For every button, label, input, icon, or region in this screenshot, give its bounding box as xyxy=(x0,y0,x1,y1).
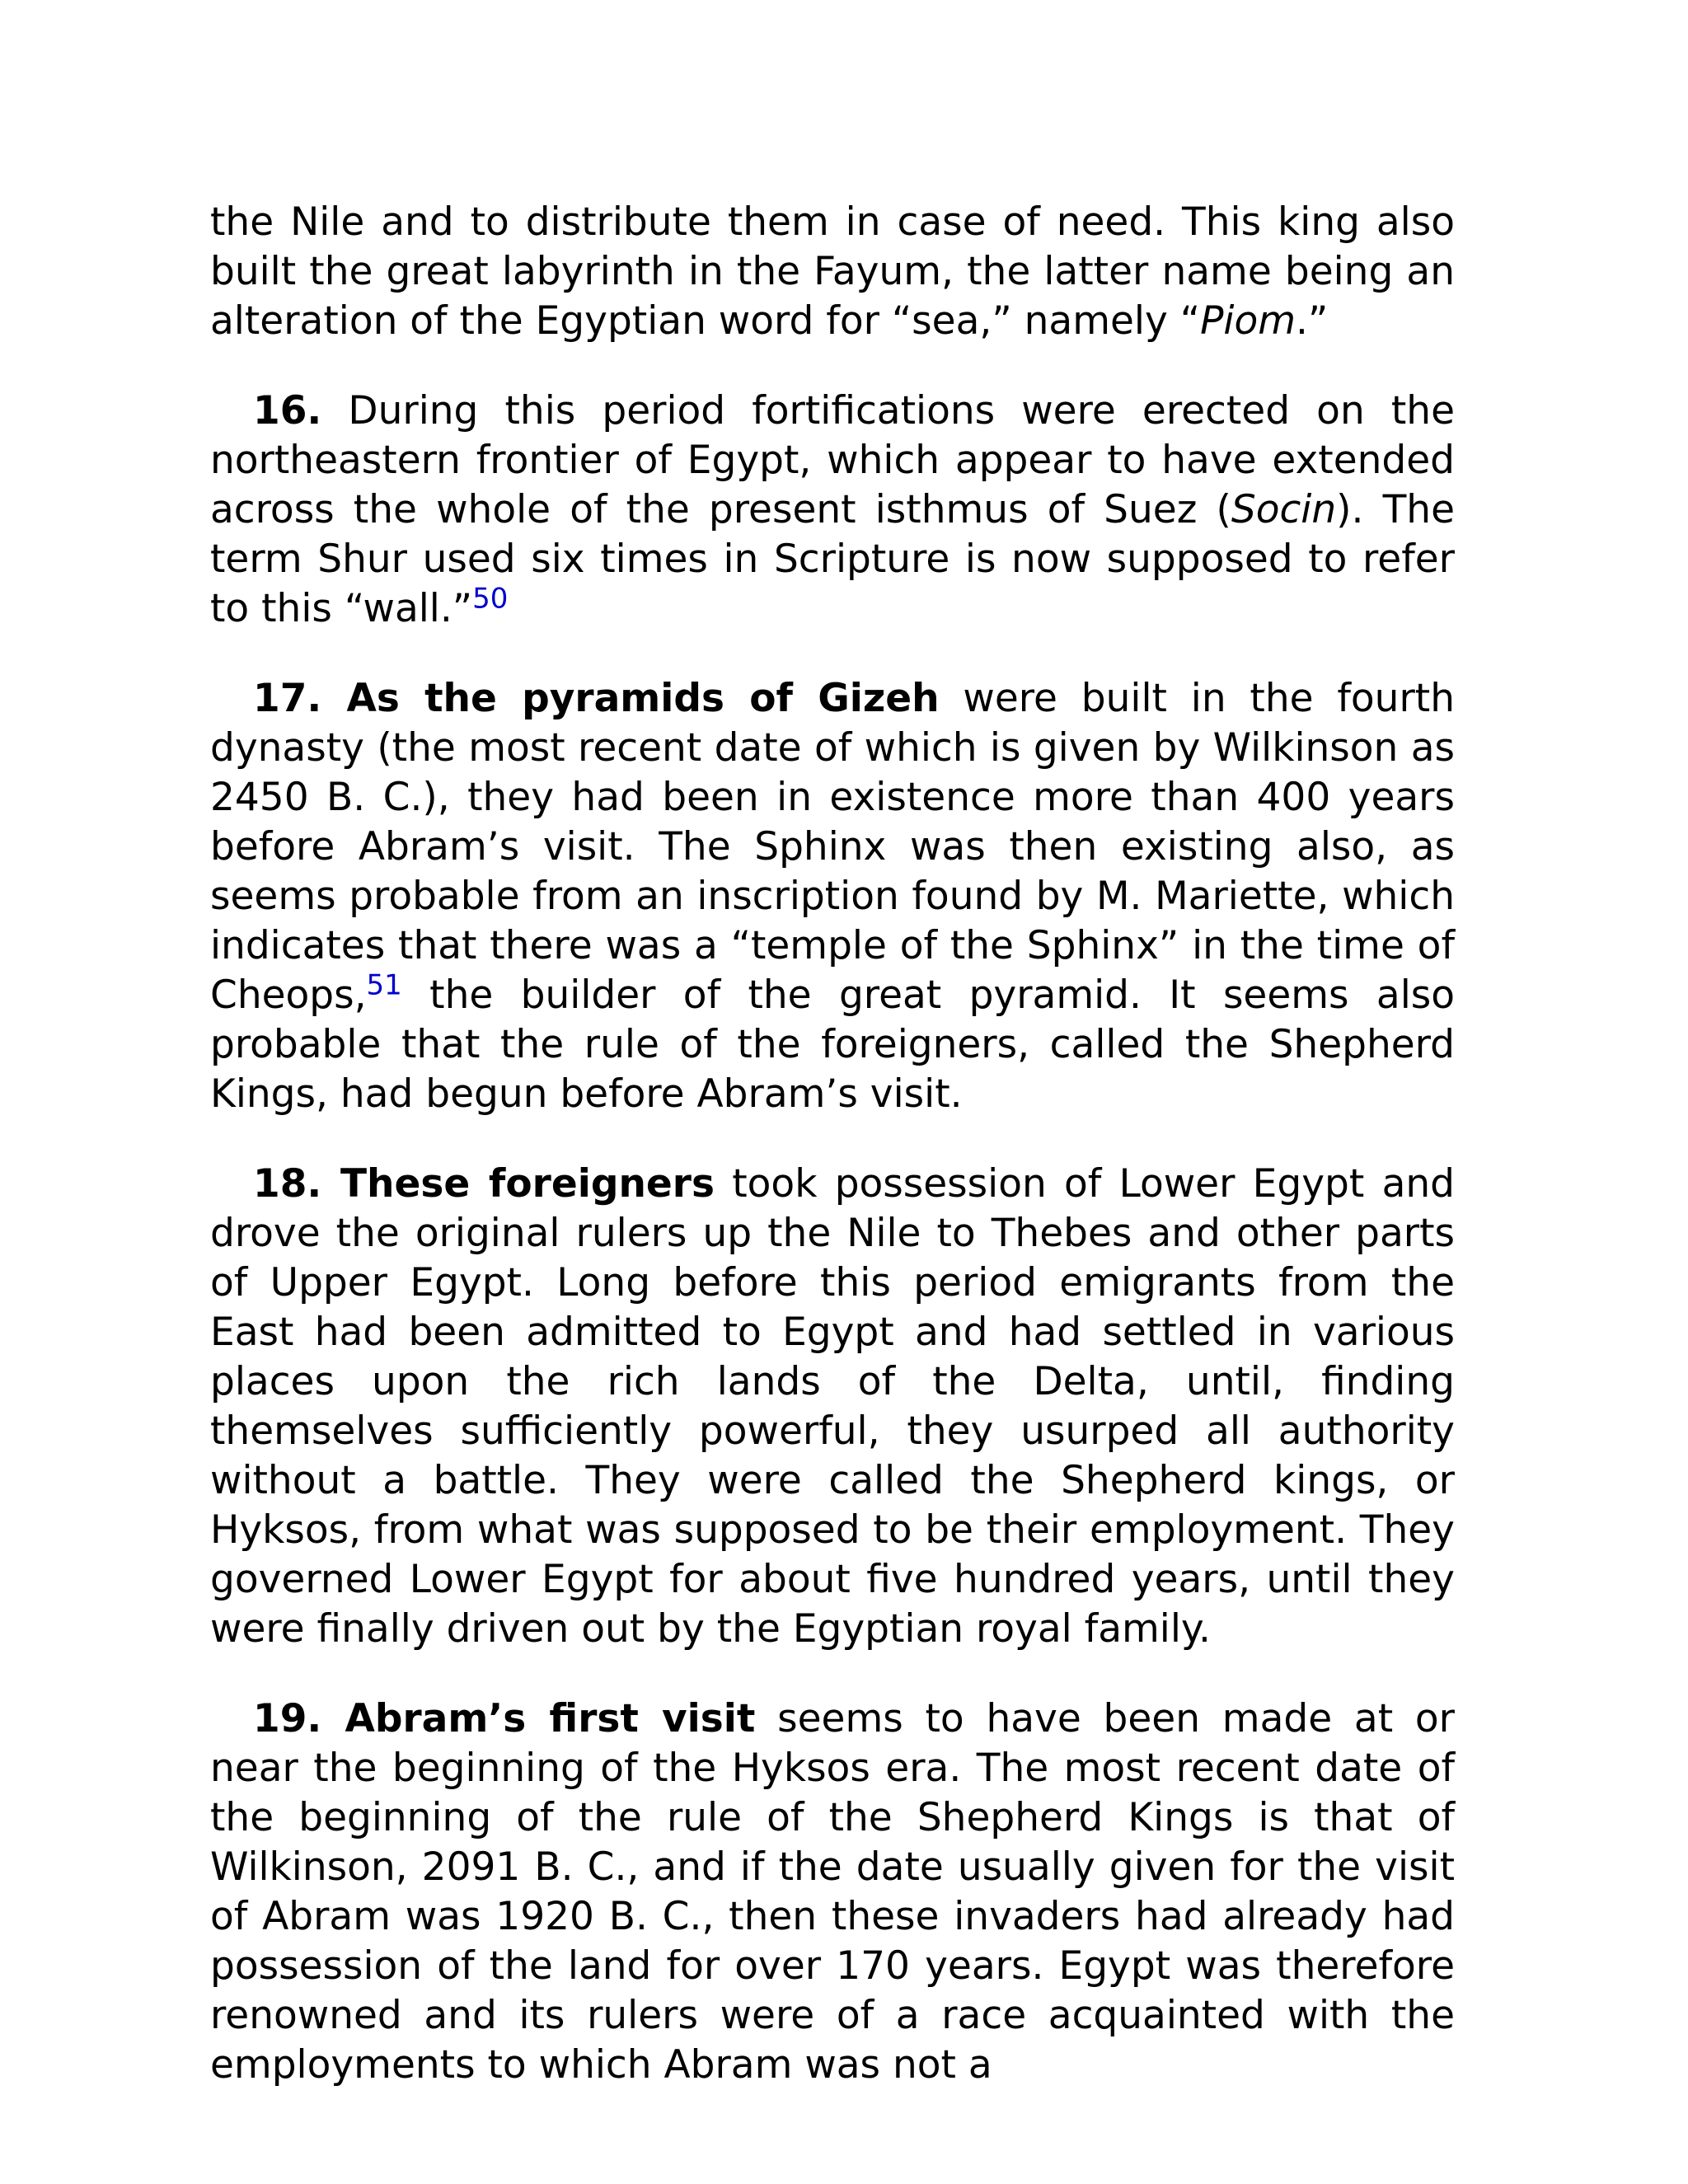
paragraph-text: ). The term Shur used six times in Scripture is now supposed to refer to this “wall.” xyxy=(210,487,1455,631)
paragraph-lead: 17. As the pyramids of Gizeh xyxy=(253,676,940,721)
italic-term: Socin xyxy=(1231,487,1337,532)
paragraph-17 xyxy=(210,674,1455,1119)
paragraph-lead: 18. These foreigners xyxy=(253,1161,715,1207)
paragraph-text: .” xyxy=(1296,298,1329,344)
paragraph-text: the builder of the great pyramid. It seems also probable that the rule of the foreigners, called the Shepherd Kings, had begun before Abram’s visit. xyxy=(210,972,1455,1117)
paragraph-text: During this period fortifications were erected on the northeastern frontier of Egypt, which appear to have extended across the whole of the present isthmus of Suez ( xyxy=(210,388,1455,532)
paragraph-18 xyxy=(210,1160,1455,1654)
paragraph-19 xyxy=(210,1694,1455,2090)
footnote-link-50[interactable]: 50 xyxy=(472,582,509,616)
paragraph-16 xyxy=(210,387,1455,634)
paragraph-text: were built in the fourth dynasty (the most recent date of which is given by Wilkinson as 2450 B. C.), they had been in existence more than 400 years before Abram’s visit. The Sphinx was then existing also, as seems probable from an inscription found by M. Mariette, which indicates that there was a “temple of the Sphinx” in the time of Cheops, xyxy=(210,676,1455,1018)
italic-term: Piom xyxy=(1200,298,1296,344)
paragraph-lead: 19. Abram’s first visit xyxy=(253,1696,756,1741)
document-page xyxy=(210,198,1455,2130)
footnote-link-51[interactable]: 51 xyxy=(366,968,402,1002)
paragraph-continued xyxy=(210,198,1455,346)
paragraph-text: took possession of Lower Egypt and drove the original rulers up the Nile to Thebes and other parts of Upper Egypt. Long before this period emigrants from the East had been admitted to Egypt and had settled in various places upon the rich lands of the Delta, until, finding themselves sufficiently powerful, they usurped all authority without a battle. They were called the Shepherd kings, or Hyksos, from what was supposed to be their employment. They governed Lower Egypt for about five hundred years, until they were finally driven out by the Egyptian royal family. xyxy=(210,1161,1455,1652)
paragraph-number: 16. xyxy=(253,388,322,434)
paragraph-text: the Nile and to distribute them in case of need. This king also built the great labyrinth in the Fayum, the latter name being an alteration of the Egyptian word for “sea,” namely “ xyxy=(210,199,1455,344)
paragraph-text: seems to have been made at or near the beginning of the Hyksos era. The most recent date of the beginning of the rule of the Shepherd Kings is that of Wilkinson, 2091 B. C., and if the date usually given for the visit of Abram was 1920 B. C., then these invaders had already had possession of the land for over 170 years. Egypt was therefore renowned and its rulers were of a race acquainted with the employments to which Abram was not a xyxy=(210,1696,1455,2088)
